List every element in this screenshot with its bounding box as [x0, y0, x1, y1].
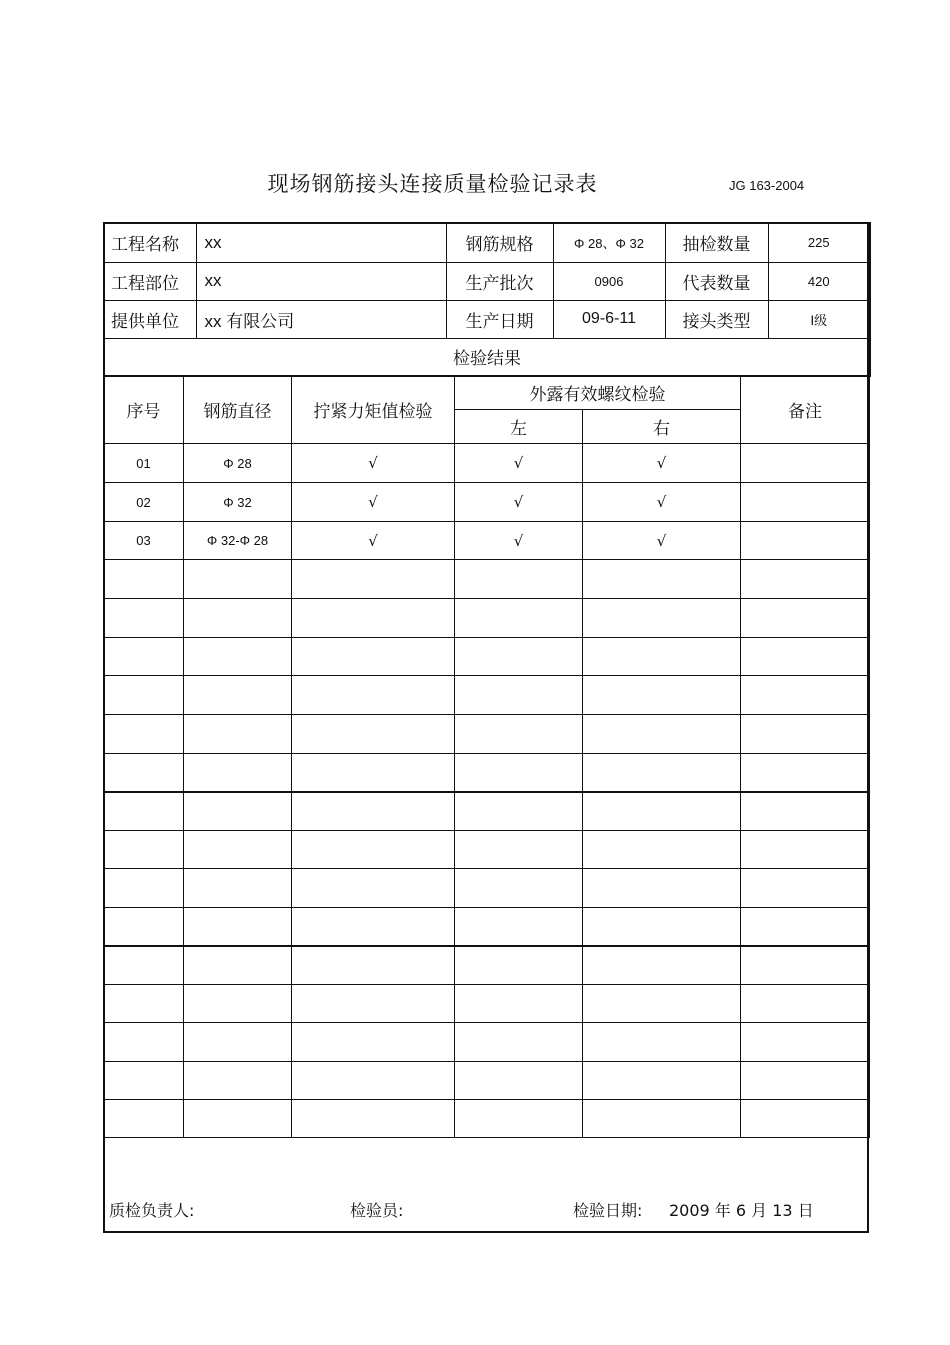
- cell-remark: [741, 638, 870, 676]
- supplier-label: 提供单位: [104, 300, 196, 338]
- cell-torque: [292, 599, 455, 638]
- cell-remark: [741, 560, 870, 599]
- cell-diameter: [184, 792, 292, 831]
- cell-remark: [741, 1062, 870, 1100]
- results-table: [103, 375, 870, 1138]
- cell-right: [583, 676, 741, 715]
- cell-left: √: [455, 483, 583, 522]
- table-row: [104, 444, 870, 483]
- cell-seq: [104, 1023, 184, 1062]
- cell-seq: [104, 908, 184, 946]
- header-diameter: 钢筋直径: [184, 376, 292, 444]
- cell-right: [583, 715, 741, 754]
- cell-torque: [292, 869, 455, 908]
- table-row: [104, 946, 870, 985]
- cell-torque: [292, 792, 455, 831]
- table-row: [104, 522, 870, 560]
- cell-diameter: [184, 831, 292, 869]
- cell-diameter: [184, 638, 292, 676]
- cell-seq: [104, 792, 184, 831]
- cell-right: [583, 985, 741, 1023]
- cell-remark: [741, 676, 870, 715]
- project-part-value: xx: [196, 262, 446, 300]
- spec-value: Φ 28、Φ 32: [553, 223, 665, 262]
- cell-left: [455, 1062, 583, 1100]
- cell-remark: [741, 1023, 870, 1062]
- cell-left: √: [455, 444, 583, 483]
- cell-diameter: [184, 869, 292, 908]
- info-table: [103, 222, 871, 377]
- cell-right: √: [583, 483, 741, 522]
- table-row: [104, 831, 870, 869]
- cell-right: [583, 792, 741, 831]
- cell-remark: [741, 985, 870, 1023]
- cell-diameter: [184, 715, 292, 754]
- cell-diameter: [184, 1100, 292, 1138]
- sample-qty-value: 225: [768, 223, 870, 262]
- cell-left: [455, 638, 583, 676]
- rep-qty-value: 420: [768, 262, 870, 300]
- cell-torque: [292, 715, 455, 754]
- cell-right: [583, 1023, 741, 1062]
- header-right: 右: [583, 410, 741, 444]
- cell-right: [583, 908, 741, 946]
- table-row: [104, 638, 870, 676]
- cell-seq: [104, 754, 184, 792]
- cell-torque: [292, 985, 455, 1023]
- cell-diameter: [184, 560, 292, 599]
- cell-torque: [292, 946, 455, 985]
- table-row: [104, 1023, 870, 1062]
- cell-seq: [104, 599, 184, 638]
- cell-remark: [741, 599, 870, 638]
- cell-remark: [741, 1100, 870, 1138]
- cell-seq: 01: [104, 444, 184, 483]
- table-row: [104, 1100, 870, 1138]
- cell-torque: [292, 1023, 455, 1062]
- table-row: [104, 985, 870, 1023]
- cell-torque: [292, 676, 455, 715]
- cell-seq: [104, 638, 184, 676]
- cell-right: [583, 1100, 741, 1138]
- cell-remark: [741, 754, 870, 792]
- cell-torque: [292, 560, 455, 599]
- results-label: 检验结果: [104, 338, 870, 376]
- inspector-label: 检验员:: [350, 1201, 404, 1220]
- cell-left: [455, 599, 583, 638]
- cell-left: [455, 1100, 583, 1138]
- inspector-chief-label: 质检负责人:: [109, 1201, 195, 1220]
- batch-value: 0906: [553, 262, 665, 300]
- cell-remark: [741, 522, 870, 560]
- cell-left: [455, 985, 583, 1023]
- project-name-value: xx: [196, 223, 446, 262]
- cell-right: [583, 599, 741, 638]
- cell-left: [455, 1023, 583, 1062]
- header-left: 左: [455, 410, 583, 444]
- cell-torque: [292, 831, 455, 869]
- standard-code: JG 163-2004: [729, 178, 805, 193]
- cell-left: [455, 946, 583, 985]
- cell-remark: [741, 869, 870, 908]
- cell-diameter: [184, 754, 292, 792]
- cell-left: [455, 676, 583, 715]
- table-row: [104, 560, 870, 599]
- header-seq: 序号: [104, 376, 184, 444]
- header-torque: 拧紧力矩值检验: [292, 376, 455, 444]
- cell-right: √: [583, 522, 741, 560]
- cell-left: [455, 792, 583, 831]
- cell-seq: 03: [104, 522, 184, 560]
- cell-remark: [741, 444, 870, 483]
- cell-right: [583, 869, 741, 908]
- cell-diameter: [184, 946, 292, 985]
- cell-seq: [104, 560, 184, 599]
- table-row: [104, 715, 870, 754]
- header-thread: 外露有效螺纹检验: [455, 376, 741, 410]
- cell-right: [583, 754, 741, 792]
- sample-qty-label: 抽检数量: [665, 223, 768, 262]
- cell-diameter: Φ 32: [184, 483, 292, 522]
- cell-torque: √: [292, 522, 455, 560]
- cell-torque: √: [292, 483, 455, 522]
- cell-seq: [104, 1062, 184, 1100]
- table-row: [104, 599, 870, 638]
- cell-torque: √: [292, 444, 455, 483]
- batch-label: 生产批次: [446, 262, 553, 300]
- prod-date-label: 生产日期: [446, 300, 553, 338]
- cell-diameter: [184, 599, 292, 638]
- cell-diameter: [184, 985, 292, 1023]
- table-row: [104, 483, 870, 522]
- table-row: [104, 1062, 870, 1100]
- cell-torque: [292, 638, 455, 676]
- cell-diameter: Φ 28: [184, 444, 292, 483]
- cell-remark: [741, 831, 870, 869]
- cell-seq: [104, 676, 184, 715]
- rep-qty-label: 代表数量: [665, 262, 768, 300]
- cell-seq: [104, 985, 184, 1023]
- cell-seq: [104, 869, 184, 908]
- prod-date-value: 09-6-11: [553, 300, 665, 338]
- cell-left: [455, 869, 583, 908]
- cell-right: √: [583, 444, 741, 483]
- cell-right: [583, 560, 741, 599]
- cell-torque: [292, 754, 455, 792]
- cell-remark: [741, 792, 870, 831]
- cell-diameter: [184, 908, 292, 946]
- table-row: [104, 869, 870, 908]
- cell-left: [455, 908, 583, 946]
- cell-diameter: [184, 1023, 292, 1062]
- cell-seq: [104, 715, 184, 754]
- cell-right: [583, 1062, 741, 1100]
- cell-remark: [741, 946, 870, 985]
- form-title: 现场钢筋接头连接质量检验记录表: [267, 172, 598, 196]
- joint-type-value: Ⅰ级: [768, 300, 870, 338]
- header-remark: 备注: [741, 376, 870, 444]
- project-part-label: 工程部位: [104, 262, 196, 300]
- cell-diameter: [184, 676, 292, 715]
- cell-torque: [292, 908, 455, 946]
- table-row: [104, 754, 870, 792]
- table-row: [104, 908, 870, 946]
- cell-right: [583, 831, 741, 869]
- supplier-value: xx 有限公司: [196, 300, 446, 338]
- cell-seq: [104, 946, 184, 985]
- cell-diameter: [184, 1062, 292, 1100]
- cell-remark: [741, 483, 870, 522]
- joint-type-label: 接头类型: [665, 300, 768, 338]
- cell-left: [455, 560, 583, 599]
- signature-footer: [103, 1178, 869, 1232]
- cell-remark: [741, 715, 870, 754]
- cell-left: [455, 831, 583, 869]
- inspection-date-label: 检验日期:: [573, 1201, 643, 1220]
- cell-right: [583, 638, 741, 676]
- spec-label: 钢筋规格: [446, 223, 553, 262]
- table-row: [104, 676, 870, 715]
- cell-seq: 02: [104, 483, 184, 522]
- inspection-date-value: 2009 年 6 月 13 日: [669, 1201, 814, 1220]
- cell-diameter: Φ 32-Φ 28: [184, 522, 292, 560]
- cell-left: [455, 754, 583, 792]
- cell-torque: [292, 1062, 455, 1100]
- cell-left: [455, 715, 583, 754]
- cell-seq: [104, 1100, 184, 1138]
- cell-seq: [104, 831, 184, 869]
- table-row: [104, 792, 870, 831]
- project-name-label: 工程名称: [104, 223, 196, 262]
- cell-right: [583, 946, 741, 985]
- cell-left: √: [455, 522, 583, 560]
- cell-remark: [741, 908, 870, 946]
- cell-torque: [292, 1100, 455, 1138]
